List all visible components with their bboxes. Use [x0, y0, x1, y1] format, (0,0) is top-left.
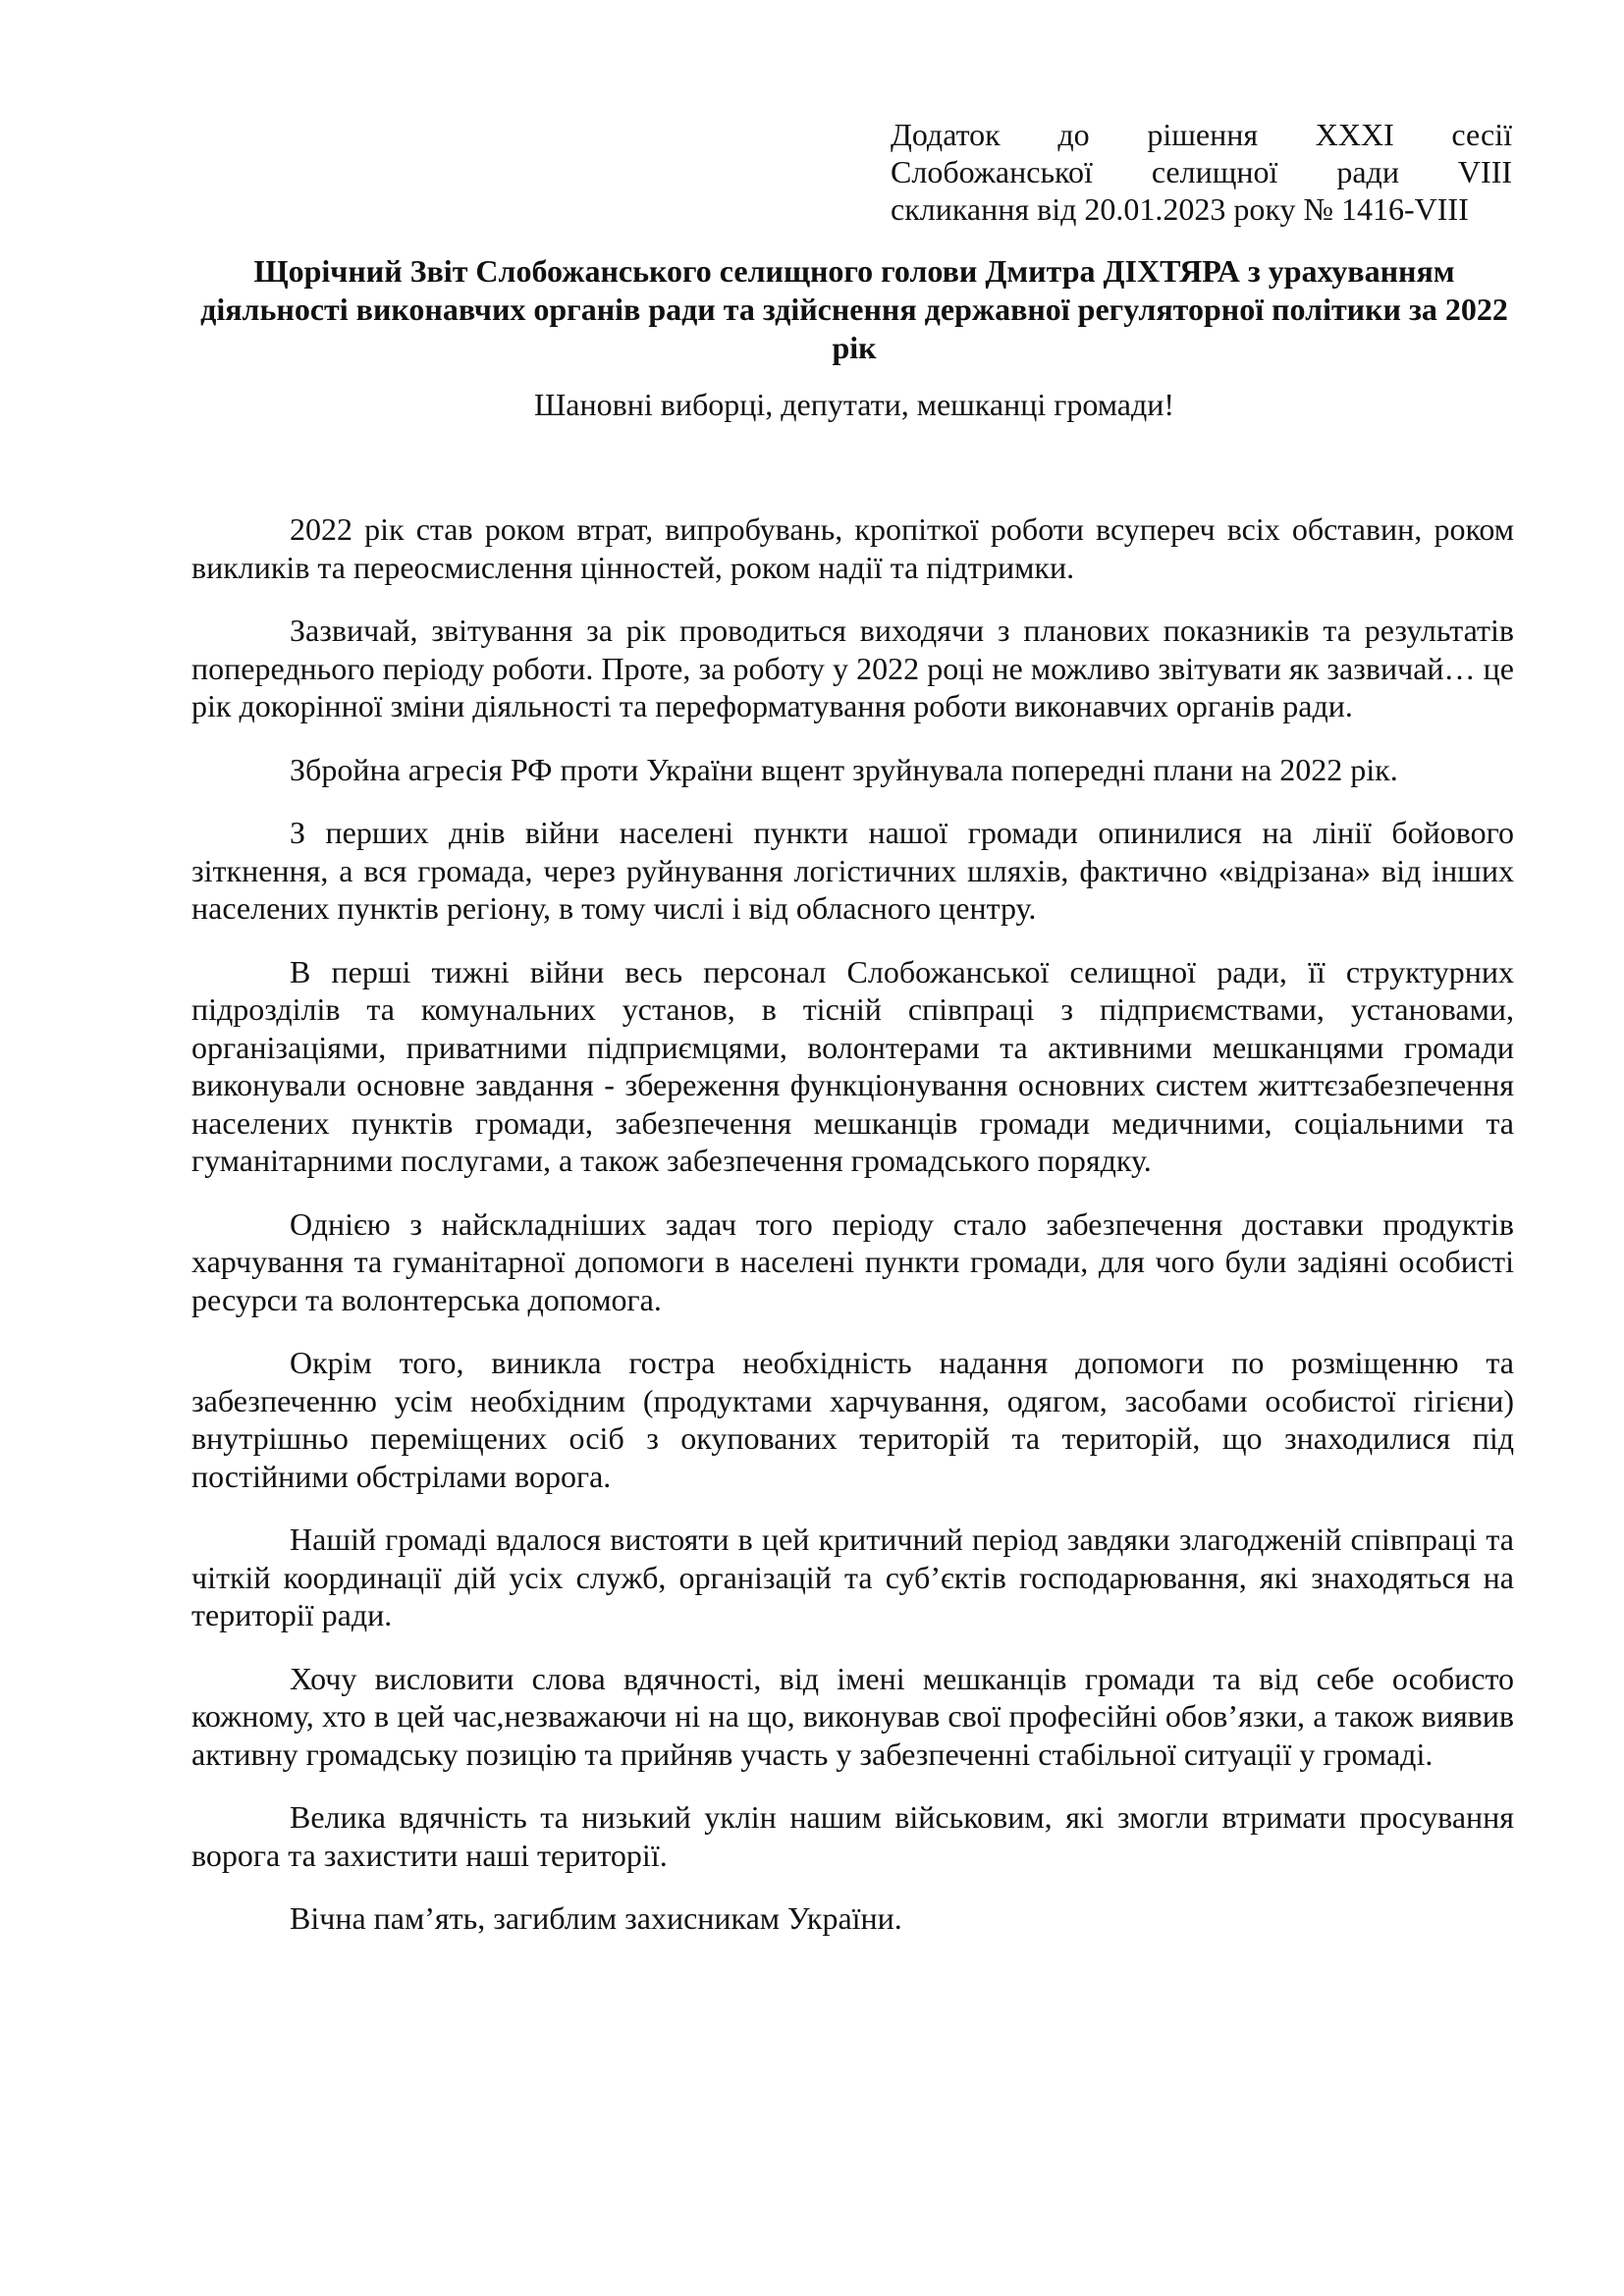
- body-paragraph: Окрім того, виникла гостра необхідність надання допомоги по розміщенню та забезпеченню усім необхідним (продуктами харчування, одягом, засобами особистої гігієни) внутрішньо переміщених осіб з окупованих територій та територій, що знаходилися під постійними обстрілами ворога.: [191, 1345, 1514, 1494]
- report-title: Щорічний Звіт Слобожанського селищного голови Дмитра ДІХТЯРА з урахуванням діяльності виконавчих органів ради та здійснення державної регуляторної політики за 2022 рік: [200, 253, 1508, 365]
- addendum-note: [891, 116, 1512, 228]
- body-paragraph: В перші тижні війни весь персонал Слобожанської селищної ради, її структурних підрозділів та комунальних установ, в тісній співпраці з підприємствами, установами, організаціями, приватними підприємцями, волонтерами та активними мешканцями громади виконували основне завдання - збереження функціонування основних систем життєзабезпечення населених пунктів громади, забезпечення мешканців громади медичними, соціальними та гуманітарними послугами, а також забезпечення громадського порядку.: [191, 953, 1514, 1178]
- addendum-line-1: Додаток до рішення XXXI сесії: [891, 117, 1512, 152]
- body-paragraph: Нашій громаді вдалося вистояти в цей критичний період завдяки злагодженій співпраці та чіткій координації дій усіх служб, організацій та суб’єктів господарювання, які знаходяться на території ради.: [191, 1522, 1514, 1632]
- body-paragraph: Збройна агресія РФ проти України вщент зруйнувала попередні плани на 2022 рік.: [290, 751, 1398, 787]
- addendum-line-2: Слобожанської селищної ради VIII: [891, 154, 1512, 189]
- body-paragraph: Однією з найскладніших задач того періоду стало забезпечення доставки продуктів харчування та гуманітарної допомоги в населені пункти громади, для чого були задіяні особисті ресурси та волонтерська допомога.: [191, 1205, 1514, 1317]
- addendum-line-3: скликання від 20.01.2023 року № 1416-VIII: [891, 191, 1469, 227]
- body-paragraph: Вічна пам’ять, загиблим захисникам України.: [290, 1900, 902, 1936]
- report-body: [191, 510, 1514, 1963]
- body-paragraph: Велика вдячність та низький уклін нашим військовим, які змогли втримати просування ворога та захистити наші території.: [191, 1799, 1514, 1873]
- greeting: Шановні виборці, депутати, мешканці громади!: [533, 387, 1175, 422]
- body-paragraph: 2022 рік став роком втрат, випробувань, кропіткої роботи всупереч всіх обставин, роком викликів та переосмислення цінностей, роком надії та підтримки.: [191, 511, 1514, 585]
- body-paragraph: Зазвичай, звітування за рік проводиться виходячи з планових показників та результатів попереднього періоду роботи. Проте, за роботу у 2022 році не можливо звітувати як зазвичай… це рік докорінної зміни діяльності та переформатування роботи виконавчих органів ради.: [191, 613, 1514, 723]
- body-paragraph: З перших днів війни населені пункти нашої громади опинилися на лінії бойового зіткнення, а вся громада, через руйнування логістичних шляхів, фактично «відрізана» від інших населених пунктів регіону, в тому числі і від обласного центру.: [191, 815, 1514, 926]
- body-paragraph: Хочу висловити слова вдячності, від імені мешканців громади та від себе особисто кожному, хто в цей час,незважаючи ні на що, виконував свої професійні обов’язки, а також виявив активну громадську позицію та прийняв участь у забезпеченні стабільної ситуації у громаді.: [191, 1660, 1514, 1772]
